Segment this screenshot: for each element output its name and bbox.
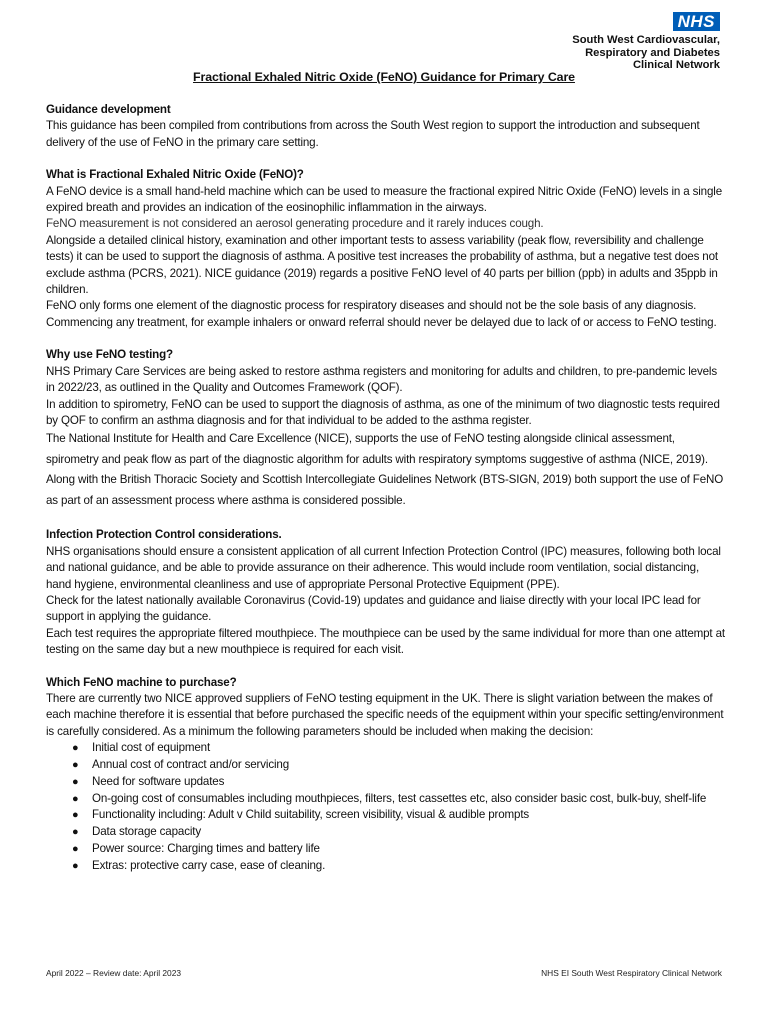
document-title: Fractional Exhaled Nitric Oxide (FeNO) Guidance for Primary Care [193, 70, 575, 84]
list-item-text: On-going cost of consumables including mouthpieces, filters, test cassettes etc, also consider basic cost, bulk-buy, shelf-life [92, 791, 707, 805]
list-item [46, 774, 726, 791]
parameter-list [46, 740, 726, 874]
list-item [46, 740, 726, 757]
paragraph: FeNO measurement is not considered an aerosol generating procedure and it rarely induces cough. [46, 217, 544, 231]
list-item-text: Power source: Charging times and battery life [92, 841, 320, 855]
section-what-is-feno [46, 167, 726, 331]
list-item-text: Need for software updates [92, 774, 225, 788]
paragraph: FeNO only forms one element of the diagnostic process for respiratory diseases and should not be the sole basis of any diagnosis. Commencing any treatment, for example inhalers or onward referral should never be delayed due to lack of or access to FeNO testing. [46, 299, 717, 329]
section-heading: Which FeNO machine to purchase? [46, 675, 237, 689]
network-name [520, 34, 720, 72]
list-item [46, 791, 726, 808]
paragraph: Check for the latest nationally available Coronavirus (Covid-19) updates and guidance and liaise directly with your local IPC lead for support in applying the guidance. [46, 593, 701, 624]
paragraph: NHS Primary Care Services are being asked to restore asthma registers and monitoring for adults and children, to pre-pandemic levels in 2022/23, as outlined in the Quality and Outcomes Framework (QOF). [46, 364, 717, 395]
bullet-icon: ● [72, 775, 79, 788]
list-item [46, 807, 726, 824]
nhs-logo: NHS [673, 12, 720, 31]
list-item-text: Extras: protective carry case, ease of cleaning. [92, 858, 326, 872]
bullet-icon: ● [72, 809, 79, 822]
paragraph: A FeNO device is a small hand-held machine which can be used to measure the fractional expired Nitric Oxide (FeNO) levels in a single expired breath and provides an indication of the eosinophilic inflammation in the airways. [46, 184, 722, 215]
section-guidance-development [46, 102, 726, 151]
bullet-icon: ● [72, 792, 79, 805]
section-heading: What is Fractional Exhaled Nitric Oxide (FeNO)? [46, 168, 304, 182]
paragraph: The National Institute for Health and Care Excellence (NICE), supports the use of FeNO testing alongside clinical assessment, spirometry and peak flow as part of the diagnostic algorithm for adults with respiratory symptoms suggestive of asthma (NICE, 2019). Along with the British Thoracic Society and Scottish Intercollegiate Guidelines Network (BTS-SIGN, 2019) both support the use of FeNO as part of an assessment process where asthma is considered possible. [46, 432, 724, 507]
section-heading: Guidance development [46, 103, 171, 116]
section-heading: Why use FeNO testing? [46, 348, 173, 362]
list-item [46, 757, 726, 774]
section-which-machine [46, 675, 726, 875]
bullet-icon: ● [72, 742, 79, 755]
paragraph: This guidance has been compiled from contributions from across the South West region to support the introduction and subsequent delivery of the use of FeNO in the primary care setting. [46, 119, 700, 149]
bullet-icon: ● [72, 842, 79, 855]
bullet-icon: ● [72, 826, 79, 839]
paragraph: Alongside a detailed clinical history, examination and other important tests to assess variability (peak flow, reversibility and challenge tests) it can be used to support the diagnosis of asthma. A positive test increases the probability of asthma, but a negative test does not exclude asthma (PCRS, 2021). NICE guidance (2019) regards a positive FeNO level of 40 parts per billion (ppb) in adults and 35ppb in children. [46, 233, 718, 297]
list-item [46, 824, 726, 841]
section-infection-control [46, 527, 726, 658]
section-heading: Infection Protection Control considerations. [46, 528, 282, 542]
footer-date: April 2022 – Review date: April 2023 [46, 968, 182, 978]
list-item-text: Initial cost of equipment [92, 741, 211, 755]
paragraph: NHS organisations should ensure a consistent application of all current Infection Protection Control (IPC) measures, following both local and national guidance, and be able to provide assurance on their adherence. This would include room ventilation, social distancing, hand hygiene, environmental cleanliness and use of appropriate Personal Protective Equipment (PPE). [46, 544, 721, 591]
list-item-text: Data storage capacity [92, 825, 201, 839]
paragraph: Each test requires the appropriate filtered mouthpiece. The mouthpiece can be used by the same individual for more than one attempt at testing on the same day but a new mouthpiece is required for each visit. [46, 626, 725, 657]
section-why-use-feno [46, 347, 726, 511]
bullet-icon: ● [72, 859, 79, 872]
network-line-1: South West Cardiovascular, [572, 34, 720, 46]
paragraph: In addition to spirometry, FeNO can be used to support the diagnosis of asthma, as one of the minimum of two diagnostic tests required by QOF to confirm an asthma diagnosis and for that individual to be added to the asthma register. [46, 397, 720, 427]
header-logo-block [520, 12, 720, 72]
list-item-text: Functionality including: Adult v Child suitability, screen visibility, visual & audible prompts [92, 808, 530, 822]
document-body [46, 102, 726, 891]
list-item-text: Annual cost of contract and/or servicing [92, 757, 289, 771]
network-line-3: Clinical Network [632, 59, 720, 71]
list-item [46, 841, 726, 858]
network-line-2: Respiratory and Diabetes [585, 46, 720, 59]
list-item [46, 858, 726, 875]
footer-network: NHS EI South West Respiratory Clinical Network [541, 968, 722, 978]
paragraph: There are currently two NICE approved suppliers of FeNO testing equipment in the UK. There is slight variation between the makes of each machine therefore it is essential that before purchased the specific needs of the equipment within your specific setting/environment is carefully considered. As a minimum the following parameters should be included when making the decision: [46, 691, 724, 738]
bullet-icon: ● [72, 758, 79, 771]
